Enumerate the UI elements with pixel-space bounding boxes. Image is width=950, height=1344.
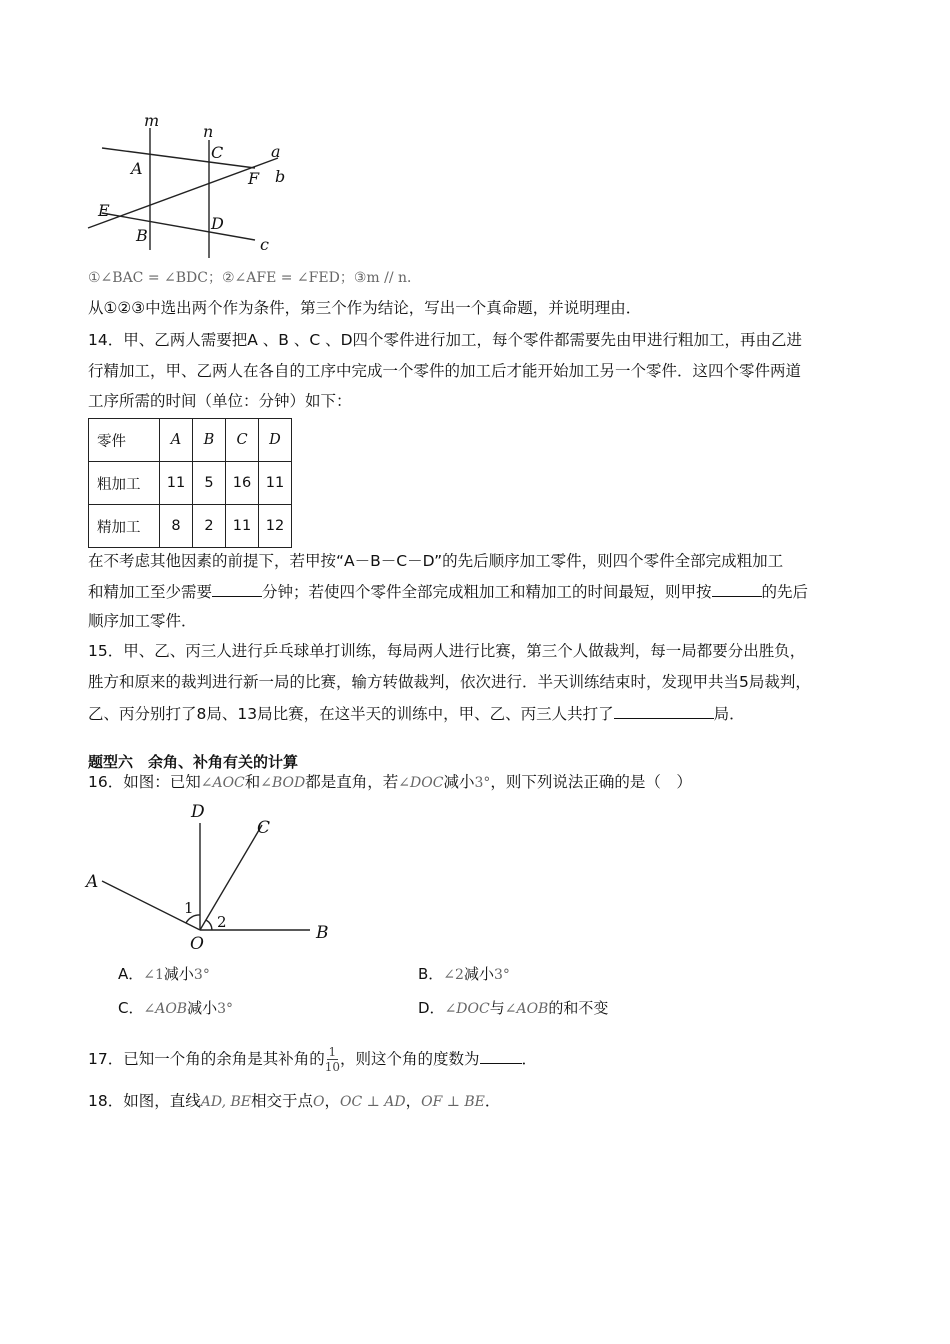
- angles-diagram: [80, 795, 350, 955]
- q15-line-1: 15．甲、乙、丙三人进行乒乓球单打训练，每局两人进行比赛，第三个人做裁判，每一局都要分出胜负，: [88, 642, 806, 660]
- math: 3°: [217, 1001, 234, 1017]
- answer-blank-2[interactable]: [712, 580, 762, 597]
- text: ，: [405, 1092, 422, 1110]
- fraction: [325, 1045, 340, 1074]
- label-D: D: [191, 802, 205, 822]
- math: O: [313, 1094, 325, 1110]
- label-a: a: [271, 142, 281, 161]
- q14-after-3: 顺序加工零件．: [88, 612, 197, 630]
- parallel-lines-diagram: [80, 110, 310, 260]
- math: 3°: [474, 775, 491, 791]
- label-B: B: [136, 226, 148, 245]
- label-D: D: [211, 214, 224, 233]
- label-F: F: [248, 169, 260, 188]
- label-A: A: [131, 159, 143, 178]
- q17: [88, 1042, 537, 1076]
- label-c: c: [260, 235, 269, 254]
- table-cell: 11: [160, 462, 193, 505]
- math: ∠1: [143, 967, 164, 983]
- math: ∠AOB: [504, 1001, 549, 1017]
- q13-task: 从①②③中选出两个作为条件，第三个作为结论，写出一个真命题，并说明理由．: [88, 299, 642, 317]
- q15-line-3: [88, 702, 745, 725]
- label-A: A: [86, 872, 99, 892]
- label-B: B: [316, 923, 329, 943]
- answer-blank-1[interactable]: [212, 580, 262, 597]
- option-c[interactable]: [118, 997, 233, 1018]
- text: 和精加工至少需要: [88, 583, 213, 601]
- text: 都是直角，若: [305, 773, 399, 791]
- text: 相交于点: [250, 1092, 313, 1110]
- q14-after-2: [88, 580, 808, 603]
- text: 17．已知一个角的余角是其补角的: [88, 1050, 325, 1068]
- table-cell: C: [226, 419, 259, 462]
- text: 减小: [463, 965, 494, 983]
- q18: [88, 1090, 500, 1113]
- option-key: C．: [118, 999, 144, 1017]
- label-n: n: [203, 122, 214, 141]
- text: ．: [484, 1092, 501, 1110]
- table-cell: 8: [160, 505, 193, 548]
- text: 的先后: [761, 583, 809, 601]
- label-C: C: [211, 143, 224, 162]
- table-row: [89, 462, 292, 505]
- text: 的和不变: [548, 999, 609, 1017]
- label-O: O: [190, 934, 204, 954]
- q14-line-3: 工序所需的时间（单位：分钟）如下：: [88, 392, 352, 410]
- table-row: [89, 505, 292, 548]
- text: 16．如图：已知: [88, 773, 201, 791]
- table-cell: 零件: [89, 419, 160, 462]
- table-cell: A: [160, 419, 193, 462]
- denominator: 10: [324, 1060, 341, 1074]
- math: ∠AOC: [200, 775, 245, 791]
- answer-blank[interactable]: [480, 1047, 522, 1064]
- math: ∠BOD: [260, 775, 306, 791]
- option-key: A．: [118, 965, 144, 983]
- math: ∠DOC: [444, 1001, 490, 1017]
- table-cell: 精加工: [89, 505, 160, 548]
- text: ．: [521, 1050, 538, 1068]
- option-key: D．: [418, 999, 445, 1017]
- text: ，则这个角的度数为: [340, 1050, 480, 1068]
- math: ∠DOC: [398, 775, 444, 791]
- table-header-row: [89, 419, 292, 462]
- text: 与: [489, 999, 505, 1017]
- label-m: m: [144, 111, 160, 130]
- option-d[interactable]: [418, 997, 608, 1018]
- table-cell: 11: [226, 505, 259, 548]
- text: 分钟；若使四个零件全部完成粗加工和精加工的时间最短，则甲按: [262, 583, 712, 601]
- math: ∠AOB: [143, 1001, 188, 1017]
- text: 和: [244, 773, 261, 791]
- text: 减小: [443, 773, 475, 791]
- table-cell: D: [259, 419, 292, 462]
- text: 18．如图，直线: [88, 1092, 201, 1110]
- label-b: b: [275, 167, 286, 186]
- text: ，: [324, 1092, 340, 1110]
- text: 乙、丙分别打了8局、13局比赛，在这半天的训练中，甲、乙、丙三人共打了: [88, 705, 614, 723]
- math: 3°: [193, 967, 210, 983]
- table-cell: 5: [193, 462, 226, 505]
- math: 3°: [493, 967, 510, 983]
- numerator: 1: [328, 1045, 337, 1059]
- math: OF ⊥ BE: [421, 1094, 485, 1110]
- table-cell: 11: [259, 462, 292, 505]
- q14-after-1: 在不考虑其他因素的前提下，若甲按“A－B－C－D”的先后顺序加工零件，则四个零件全部完成粗加工: [88, 552, 784, 570]
- label-E: E: [98, 201, 110, 220]
- q16-stem: [88, 771, 692, 794]
- text: ，则下列说法正确的是（ ）: [490, 773, 692, 791]
- math: OC ⊥ AD: [340, 1094, 406, 1110]
- option-a[interactable]: [118, 963, 210, 984]
- label-angle-1: 1: [184, 899, 194, 917]
- text: 减小: [187, 999, 218, 1017]
- label-angle-2: 2: [217, 913, 227, 931]
- answer-blank[interactable]: [614, 702, 714, 719]
- q14-line-2: 行精加工，甲、乙两人在各自的工序中完成一个零件的加工后才能开始加工另一个零件．这四个零件两道: [88, 362, 802, 380]
- text: 减小: [163, 965, 194, 983]
- table-cell: 粗加工: [89, 462, 160, 505]
- table-cell: 12: [259, 505, 292, 548]
- option-b[interactable]: [418, 963, 510, 984]
- text: 局．: [713, 705, 745, 723]
- math: AD, BE: [200, 1094, 251, 1110]
- figure-angles: [80, 795, 350, 955]
- section-title: 题型六 余角、补角有关的计算: [88, 753, 299, 771]
- q14-line-1: 14．甲、乙两人需要把A 、B 、C 、D四个零件进行加工，每个零件都需要先由甲进行粗加工，再由乙进: [88, 331, 803, 349]
- processing-time-table: [88, 418, 292, 548]
- table-cell: 2: [193, 505, 226, 548]
- table-cell: 16: [226, 462, 259, 505]
- q13-conditions: [88, 266, 421, 289]
- math: ∠2: [443, 967, 464, 983]
- figure-parallel-lines: [80, 110, 310, 260]
- table-cell: B: [193, 419, 226, 462]
- q15-line-2: 胜方和原来的裁判进行新一局的比赛，输方转做裁判，依次进行．半天训练结束时，发现甲共当5局裁判，: [88, 673, 811, 691]
- label-C: C: [257, 818, 271, 838]
- option-key: B．: [418, 965, 444, 983]
- conditions-text: ①∠BAC = ∠BDC；②∠AFE = ∠FED；③m // n．: [88, 270, 421, 286]
